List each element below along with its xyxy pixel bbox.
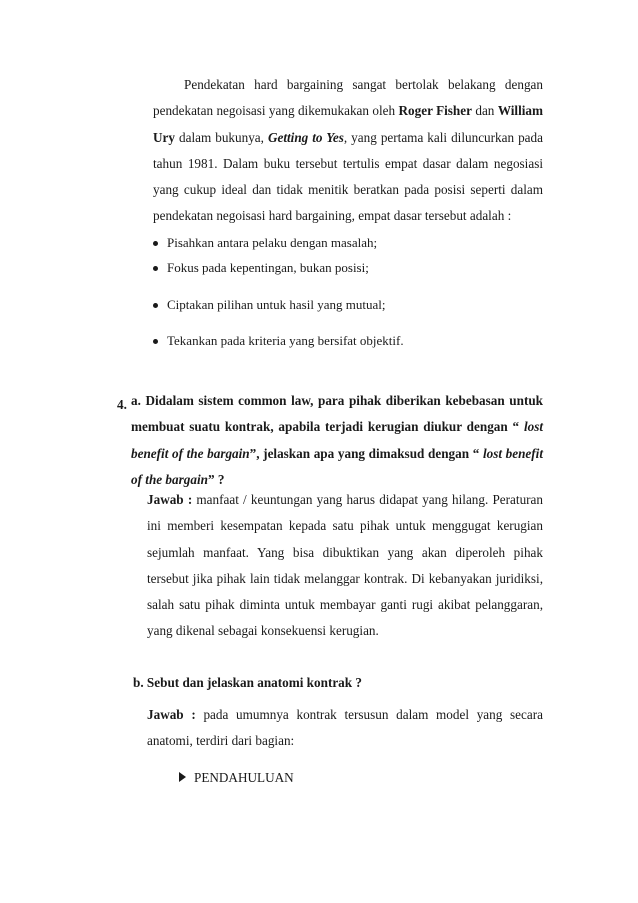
question-4a: a. Didalam sistem common law, para pihak diberikan kebebasan untuk membuat suatu kontrak, apabila terjadi kerugian diukur dengan “ lost benefit of the bargain”, jelaskan apa yang dimaksud dengan “ lost benefit of the bargain” ?: [131, 393, 543, 487]
intro-text: dan: [471, 103, 498, 119]
bullet-item: Ciptakan pilihan untuk hasil yang mutual;: [153, 296, 385, 314]
intro-paragraph: [153, 72, 543, 230]
bullet-icon: [153, 339, 158, 344]
author-name-fisher: Roger Fisher: [398, 103, 472, 119]
bullet-icon: [153, 241, 158, 246]
bullet-icon: [153, 266, 158, 271]
bullet-item: Tekankan pada kriteria yang bersifat objektif.: [153, 332, 404, 350]
bullet-item: Fokus pada kepentingan, bukan posisi;: [153, 259, 369, 277]
arrow-bullet-icon: [179, 772, 186, 782]
answer-4b: Jawab : pada umumnya kontrak tersusun dalam model yang secara anatomi, terdiri dari bagian:: [147, 707, 543, 749]
answer-4a: Jawab : manfaat / keuntungan yang harus didapat yang hilang. Peraturan ini memberi kesempatan kepada satu pihak untuk menggugat kerugian sejumlah manfaat. Yang bisa dibuktikan yang akan diperoleh pihak tersebut jika pihak lain tidak melanggar kontrak. Di kebanyakan juridiksi, salah satu pihak diminta untuk membayar ganti rugi akibat pelanggaran, yang dikenal sebagai konsekuensi kerugian.: [147, 492, 543, 639]
book-title: Getting to Yes: [267, 129, 344, 145]
author-name-ury: William Ury: [153, 103, 543, 145]
question-4b: b. Sebut dan jelaskan anatomi kontrak ?: [133, 675, 363, 690]
intro-text: Pendekatan hard bargaining sangat bertolak belakang dengan pendekatan negoisasi yang dikemukakan oleh: [153, 77, 543, 119]
question-number: 4.: [117, 397, 127, 412]
bullet-item: Pisahkan antara pelaku dengan masalah;: [153, 234, 377, 252]
intro-text: , yang pertama kali diluncurkan pada tahun 1981. Dalam buku tersebut tertulis empat dasar dalam negosiasi yang cukup ideal dan tidak menitik beratkan pada posisi seperti dalam pendekatan negoisasi hard bargaining, empat dasar tersebut adalah :: [153, 129, 543, 224]
list-item: PENDAHULUAN: [179, 770, 294, 786]
intro-text: dalam bukunya,: [174, 129, 268, 145]
bullet-icon: [153, 303, 158, 308]
